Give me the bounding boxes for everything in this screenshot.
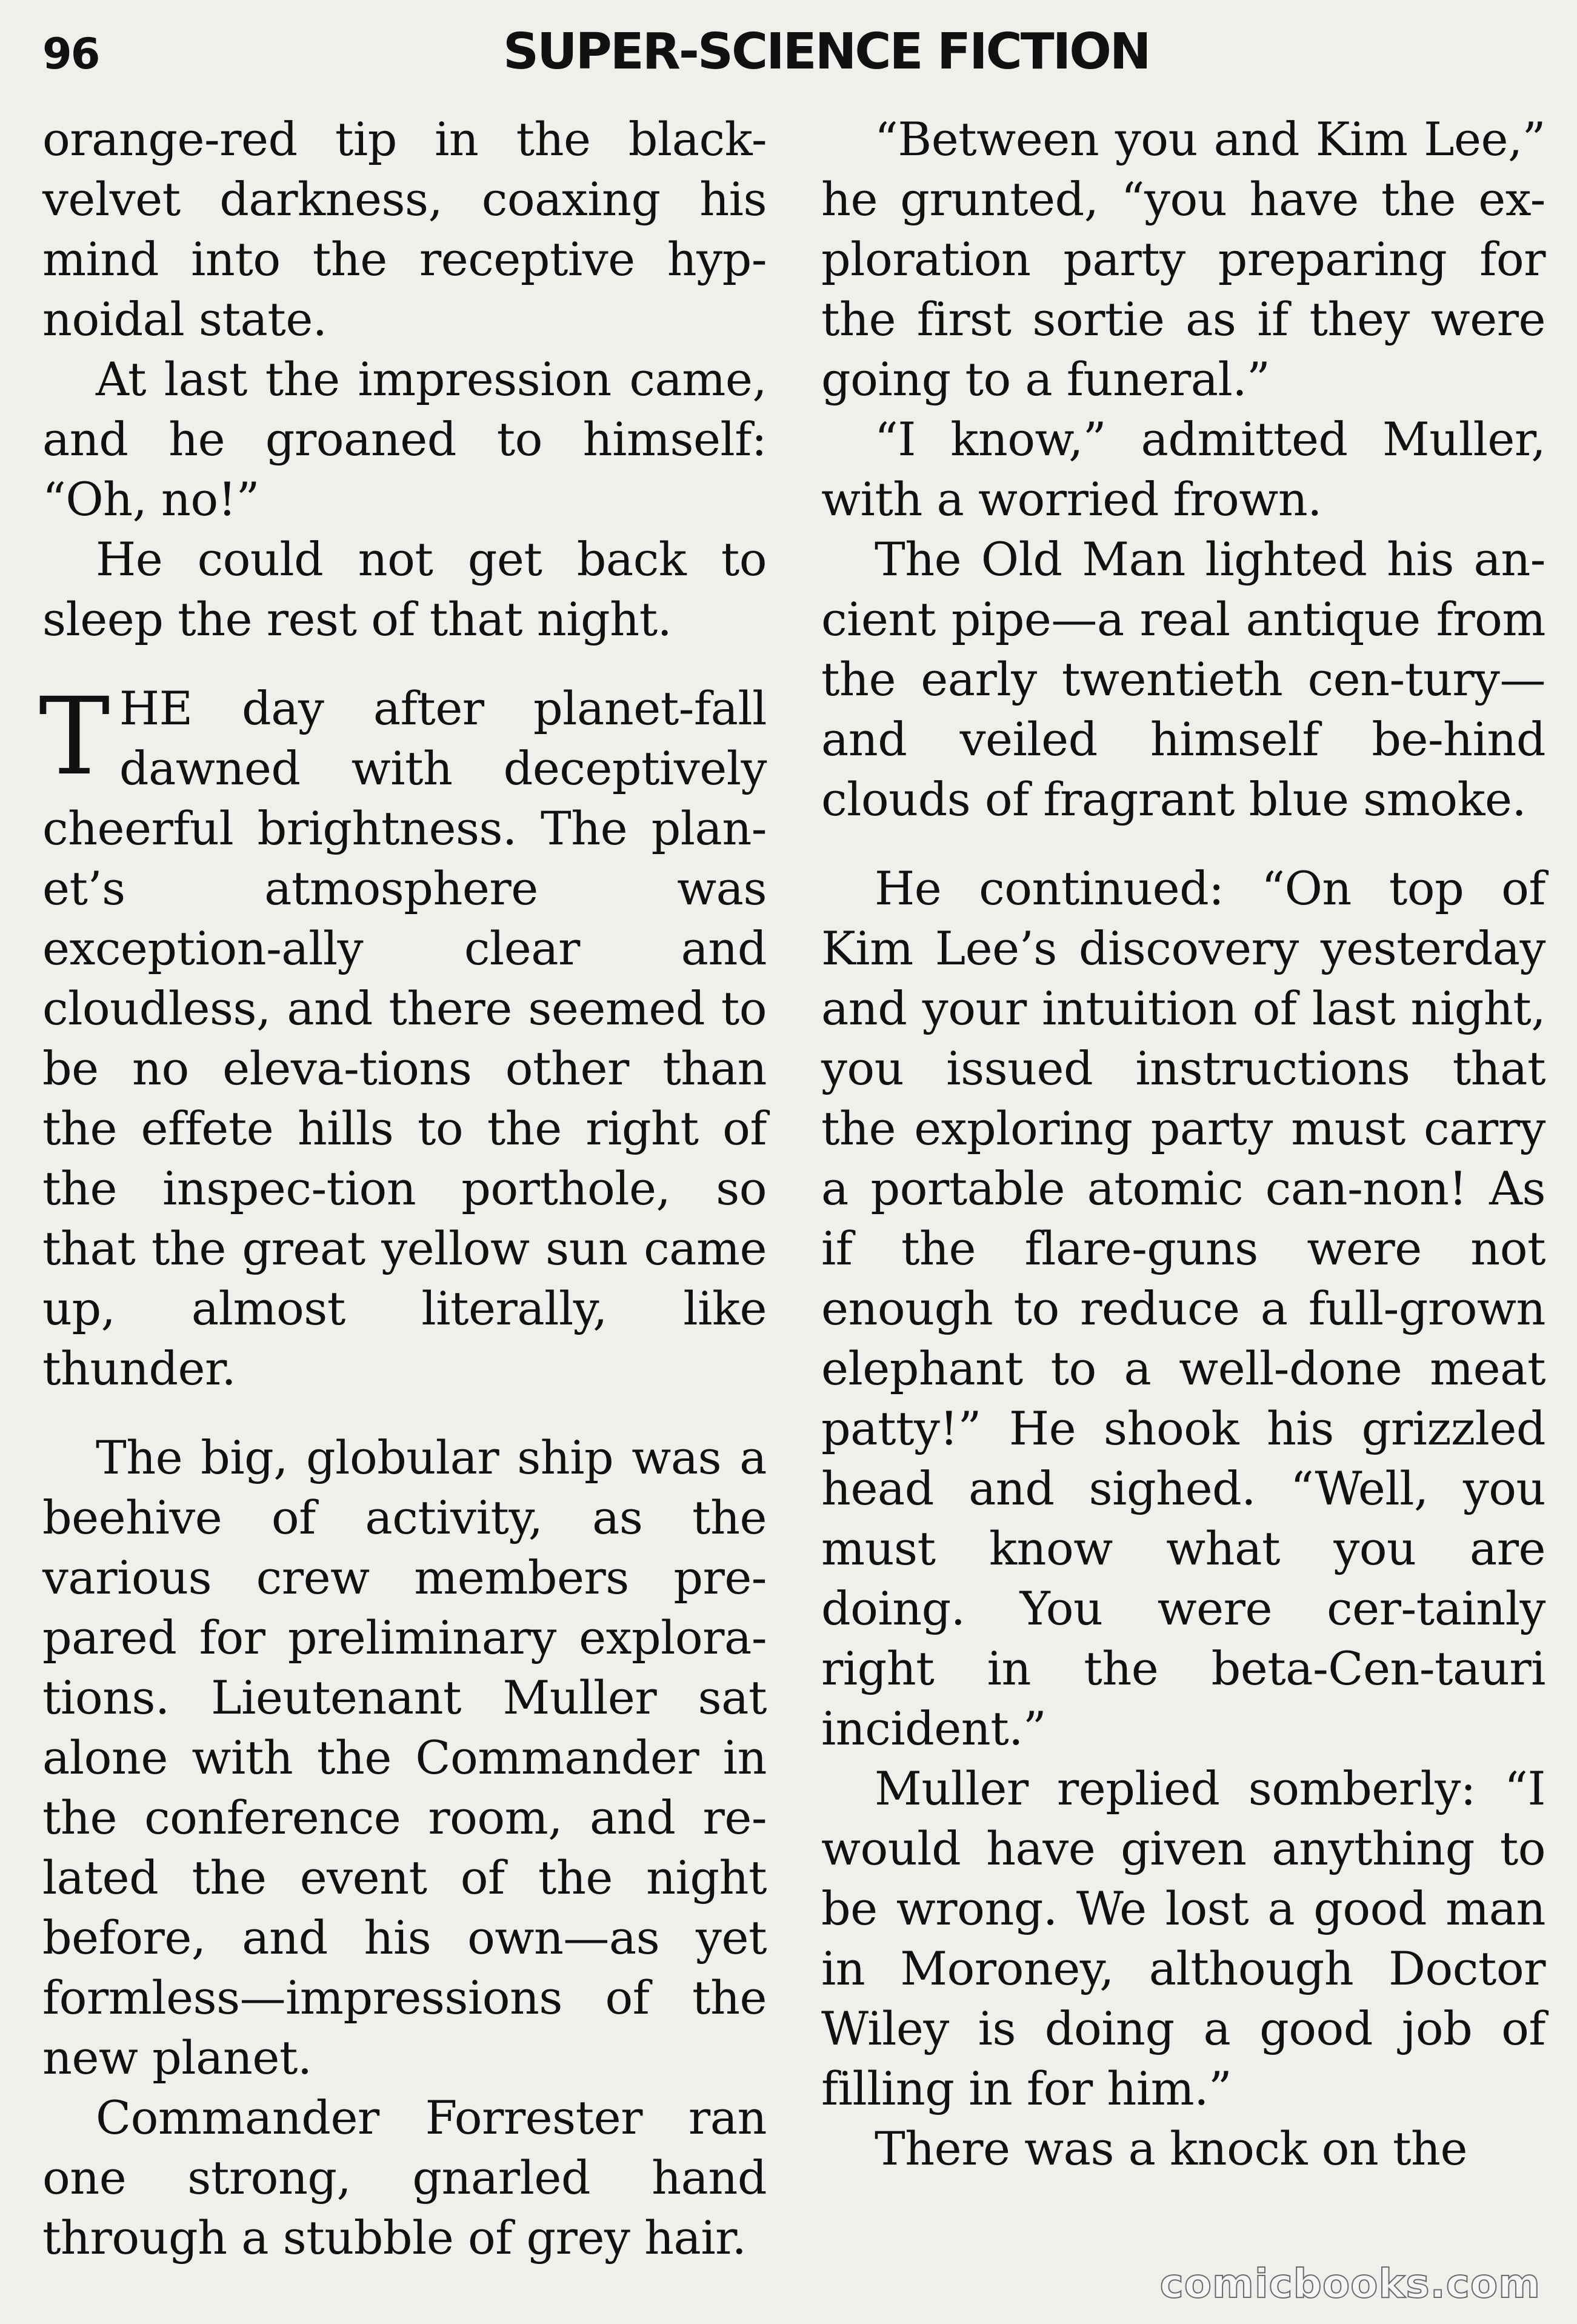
watermark: comicbooks.com: [1159, 2260, 1541, 2307]
paragraph: At last the impression came, and he groaned to himself: “Oh, no!”: [42, 352, 767, 526]
running-title: SUPER-SCIENCE FICTION: [503, 23, 1150, 81]
paragraph: He continued: “On top of Kim Lee’s discovery yesterday and your intuition of last night, you issued instructions that the exploring party must carry a portable atomic can-non! As if the flare-guns were not enough to reduce a full-grown elephant to a well-done meat patty!” He shook his grizzled head and sighed. “Well, you must know what you are doing. You were cer-tainly right in the beta-Cen-tauri incident.”: [821, 861, 1545, 1755]
drop-cap: T: [39, 675, 110, 799]
paragraph: “I know,” admitted Muller, with a worried frown.: [821, 412, 1545, 526]
page-header: [42, 23, 1533, 90]
paragraph: Muller replied somberly: “I would have given anything to be wrong. We lost a good man in Moroney, although Doctor Wiley is doing a good job of filling in for him.”: [821, 1761, 1545, 2115]
page-number: 96: [42, 29, 99, 79]
paragraph: The big, globular ship was a beehive of activity, as the various crew members pre-pared for preliminary explora-tions. Lieutenant Muller sat alone with the Commander in the conference room, and re-lated the event of the night before, and his own—as yet formless—impressions of the new planet.: [42, 1431, 767, 2085]
section-paragraph: [39, 675, 767, 1398]
paragraph: Commander Forrester ran one strong, gnarled hand through a stubble of grey hair.: [42, 2091, 767, 2265]
paragraph-text: HE day after planet-fall dawned with deceptively cheerful brightness. The plan-et’s atmosphere was exception-ally clear and cloudless, and there seemed to be no eleva-tions other than the effete hills to the right of the inspec-tion porthole, so that the great yellow sun came up, almost literally, like thunder.: [42, 681, 767, 1395]
paragraph: There was a knock on the: [875, 2122, 1467, 2175]
paragraph: orange-red tip in the black-velvet darkness, coaxing his mind into the receptive hyp-noidal state.: [42, 112, 767, 346]
left-column: [39, 109, 767, 2268]
right-column: [821, 109, 1545, 2179]
paragraph: He could not get back to sleep the rest of that night.: [42, 532, 767, 646]
paragraph: The Old Man lighted his an-cient pipe—a real antique from the early twentieth cen-tury—and veiled himself be-hind clouds of fragrant blue smoke.: [821, 532, 1545, 826]
paragraph: “Between you and Kim Lee,” he grunted, “you have the ex-ploration party preparing for the first sortie as if they were going to a funeral.”: [821, 112, 1545, 406]
